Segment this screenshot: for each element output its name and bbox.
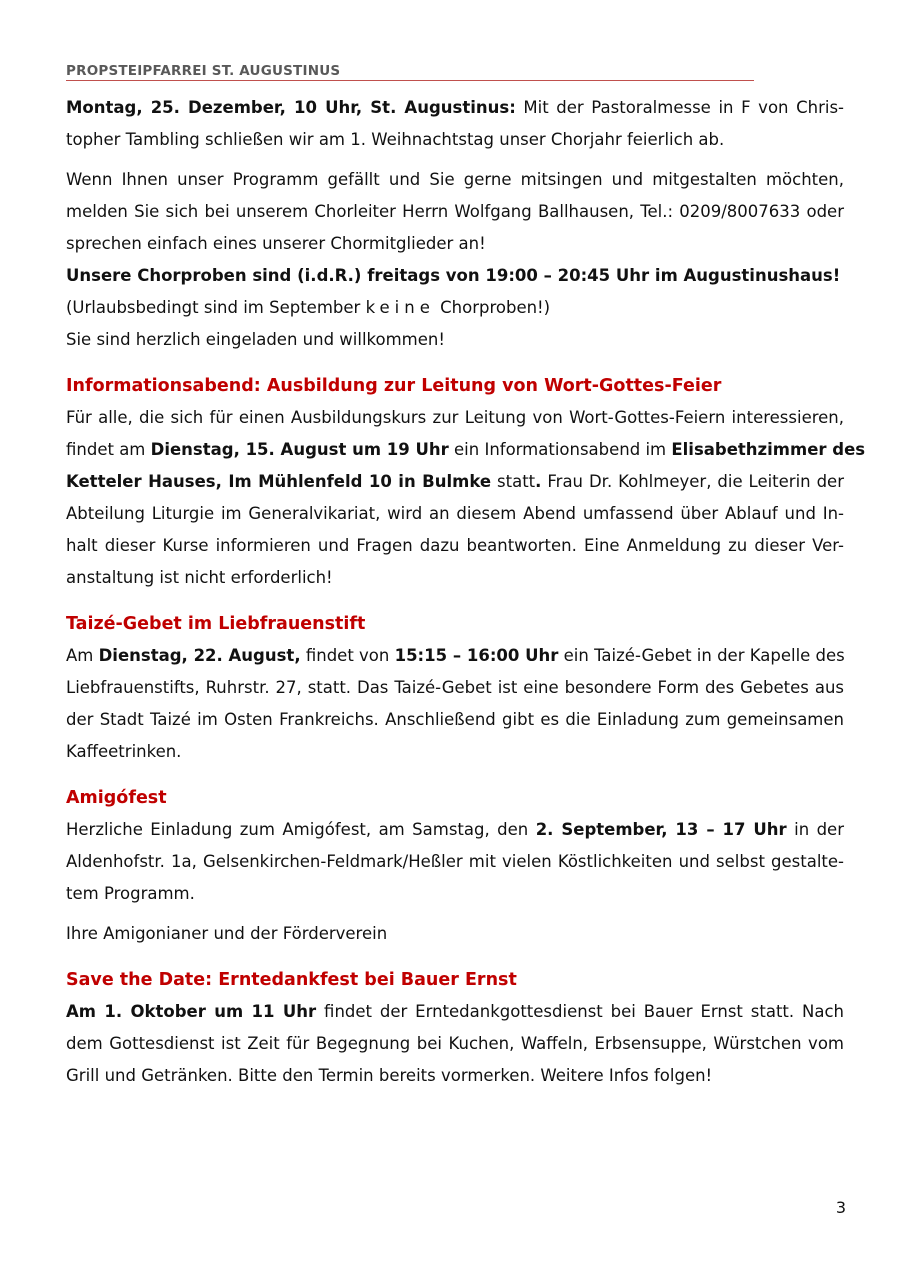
chor-p1-line-2: topher Tambling schließen wir am 1. Weihnachtstag unser Chorjahr feierlich ab. [66, 130, 725, 149]
wgf-line-6: anstaltung ist nicht erforderlich! [66, 568, 333, 587]
wgf-place-bold: Elisabethzimmer des [671, 440, 866, 459]
amigo-l1-a: Herzliche Einladung zum Amigófest, am Samstag, den [66, 820, 536, 839]
amigo-line-2: Aldenhofstr. 1a, Gelsenkirchen-Feldmark/Heßler mit vielen Köstlichkeiten und selbst gestalte- [66, 852, 844, 871]
chor-date-bold: Montag, 25. Dezember, 10 Uhr, St. Augustinus: [66, 98, 516, 117]
wgf-address-bold: Ketteler Hauses, Im Mühlenfeld 10 in Bulmke [66, 472, 492, 491]
amigo-line-1 [66, 814, 844, 846]
urlaub-before: (Urlaubsbedingt sind im September [66, 298, 366, 317]
chor-p2-line-3: sprechen einfach eines unserer Chormitglieder an! [66, 234, 486, 253]
chor-paragraph-1 [66, 92, 844, 156]
wgf-date-bold: Dienstag, 15. August um 19 Uhr [150, 440, 449, 459]
erntedank-line-1 [66, 996, 844, 1028]
chor-welcome: Sie sind herzlich eingeladen und willkommen! [66, 330, 445, 349]
erntedank-line-2: dem Gottesdienst ist Zeit für Begegnung bei Kuchen, Waffeln, Erbsensuppe, Würstchen vom [66, 1034, 844, 1053]
urlaub-after: Chorproben!) [434, 298, 551, 317]
wgf-l3-a: statt [491, 472, 536, 491]
running-header: PROPSTEIPFARREI ST. AUGUSTINUS [66, 62, 754, 81]
chor-p1-line-1 [66, 92, 844, 124]
wgf-line-4: Abteilung Liturgie im Generalvikariat, wird an diesem Abend umfassend über Ablauf und In- [66, 504, 844, 523]
page-number: 3 [835, 1198, 846, 1217]
taize-line-2: Liebfrauenstifts, Ruhrstr. 27, statt. Das Taizé-Gebet ist eine besondere Form des Gebetes aus [66, 678, 844, 697]
chor-p2-line-1: Wenn Ihnen unser Programm gefällt und Sie gerne mitsingen und mitgestalten möchten, [66, 170, 844, 189]
wgf-l3-dot: . [535, 472, 542, 491]
chor-p2-line-2: melden Sie sich bei unserem Chorleiter Herrn Wolfgang Ballhausen, Tel.: 0209/8007633 oder [66, 202, 844, 221]
chor-urlaub-line [66, 292, 844, 324]
taize-date-bold: Dienstag, 22. August, [98, 646, 301, 665]
wgf-line-2 [66, 434, 866, 466]
taize-l1-c: findet von [300, 646, 395, 665]
urlaub-keine: keine [365, 298, 435, 317]
taize-l1-e: ein Taizé-Gebet in der Kapelle des [558, 646, 845, 665]
page-content [66, 92, 866, 1092]
chor-p1-rest: Mit der Pastoralmesse in F von Chris- [515, 98, 844, 117]
wgf-line-5: halt dieser Kurse informieren und Fragen dazu beantworten. Eine Anmeldung zu dieser Ver- [66, 536, 844, 555]
amigo-heading: Amigófest [66, 788, 167, 808]
erntedank-paragraph [66, 996, 844, 1092]
taize-time-bold: 15:15 – 16:00 Uhr [394, 646, 559, 665]
taize-line-3: der Stadt Taizé im Osten Frankreichs. Anschließend gibt es die Einladung zum gemeinsamen [66, 710, 844, 729]
taize-line-4: Kaffeetrinken. [66, 742, 182, 761]
wgf-line-3 [66, 466, 844, 498]
erntedank-heading: Save the Date: Erntedankfest bei Bauer Ernst [66, 970, 517, 990]
taize-paragraph [66, 640, 844, 768]
amigo-line-3: tem Programm. [66, 884, 195, 903]
taize-l1-a: Am [66, 646, 99, 665]
amigo-signature: Ihre Amigonianer und der Förderverein [66, 924, 388, 943]
erntedank-date-bold: Am 1. Oktober um 11 Uhr [66, 1002, 317, 1021]
wgf-heading: Informationsabend: Ausbildung zur Leitung von Wort-Gottes-Feier [66, 376, 722, 396]
chor-paragraph-2 [66, 164, 844, 356]
taize-heading: Taizé-Gebet im Liebfrauenstift [66, 614, 366, 634]
wgf-line-1: Für alle, die sich für einen Ausbildungskurs zur Leitung von Wort-Gottes-Feiern interessieren, [66, 408, 844, 427]
chor-proben-bold: Unsere Chorproben sind (i.d.R.) freitags von 19:00 – 20:45 Uhr im Augustinushaus! [66, 266, 841, 285]
wgf-paragraph [66, 402, 866, 594]
erntedank-l1-rest: findet der Erntedankgottesdienst bei Bauer Ernst statt. Nach [316, 1002, 844, 1021]
wgf-l3-b: Frau Dr. Kohlmeyer, die Leiterin der [541, 472, 844, 491]
wgf-l2-c: ein Informationsabend im [448, 440, 672, 459]
amigo-date-bold: 2. September, 13 – 17 Uhr [535, 820, 787, 839]
wgf-l2-a: findet am [66, 440, 151, 459]
amigo-paragraph [66, 814, 844, 910]
taize-line-1 [66, 640, 844, 672]
amigo-l1-c: in der [786, 820, 844, 839]
erntedank-line-3: Grill und Getränken. Bitte den Termin bereits vormerken. Weitere Infos folgen! [66, 1066, 713, 1085]
